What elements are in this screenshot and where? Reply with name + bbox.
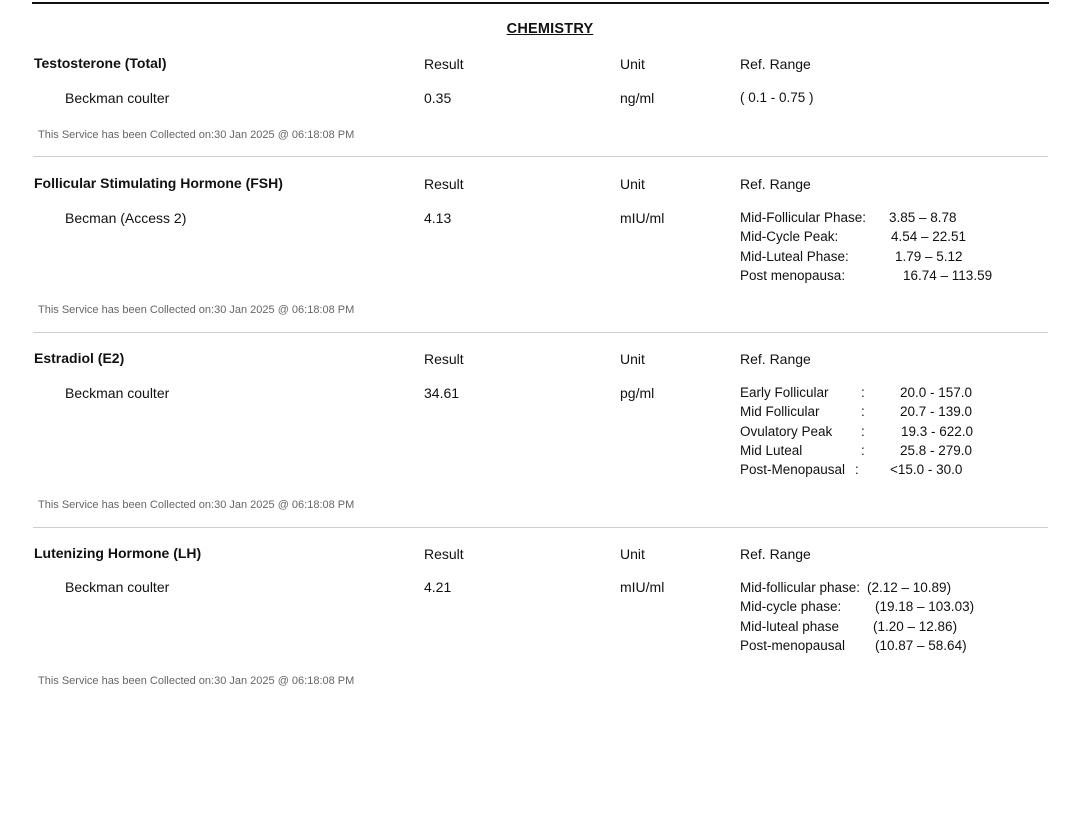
ref-range-row — [740, 424, 1040, 443]
ref-range-row — [740, 249, 1040, 268]
test-method: Becman (Access 2) — [65, 210, 187, 226]
col-ref-header: Ref. Range — [740, 56, 811, 72]
ref-range-table — [740, 580, 1040, 657]
test-name: Estradiol (E2) — [34, 350, 125, 366]
test-method: Beckman coulter — [65, 90, 170, 106]
ref-range-row — [740, 210, 1040, 229]
test-method: Beckman coulter — [65, 385, 170, 401]
ref-range-row — [740, 580, 1040, 599]
ref-range: ( 0.1 - 0.75 ) — [740, 90, 814, 105]
collected-note: This Service has been Collected on:30 Jan 2025 @ 06:18:08 PM — [38, 675, 355, 687]
ref-phase: Post menopausa: — [740, 267, 846, 283]
test-method: Beckman coulter — [65, 579, 170, 595]
ref-separator: : — [861, 385, 865, 400]
col-result-header: Result — [424, 56, 464, 72]
report-title: CHEMISTRY — [506, 21, 594, 37]
ref-range-value: (19.18 – 103.03) — [875, 599, 975, 615]
ref-range-value: (1.20 – 12.86) — [873, 618, 958, 634]
test-result-value: 4.13 — [424, 210, 452, 226]
top-rule — [32, 2, 1049, 4]
ref-range-value: <15.0 - 30.0 — [890, 462, 963, 478]
ref-range-row — [740, 443, 1040, 462]
ref-phase: Post-Menopausal — [740, 462, 846, 478]
test-result-value: 4.21 — [424, 579, 452, 595]
ref-range-table — [740, 210, 1040, 287]
col-ref-header: Ref. Range — [740, 351, 811, 367]
ref-separator: : — [855, 462, 859, 478]
ref-range-value: 16.74 – 113.59 — [903, 267, 993, 283]
ref-phase: Mid Luteal — [740, 442, 803, 458]
col-ref-header: Ref. Range — [740, 176, 811, 192]
ref-range-row — [740, 385, 1040, 404]
ref-phase: Mid-luteal phase — [740, 618, 840, 634]
ref-range-value: 19.3 - 622.0 — [901, 423, 974, 439]
col-result-header: Result — [424, 351, 464, 367]
ref-range-row — [740, 268, 1040, 287]
test-unit: ng/ml — [620, 90, 655, 106]
test-unit: mIU/ml — [620, 210, 665, 226]
section-divider — [33, 332, 1048, 333]
ref-range-value: 20.0 - 157.0 — [900, 385, 973, 400]
col-unit-header: Unit — [620, 351, 645, 367]
ref-separator: : — [861, 404, 865, 420]
ref-phase: Mid-follicular phase: — [740, 580, 861, 595]
col-unit-header: Unit — [620, 546, 645, 562]
test-name: Testosterone (Total) — [34, 55, 167, 71]
col-unit-header: Unit — [620, 56, 645, 72]
ref-range-row — [740, 462, 1040, 481]
test-name: Lutenizing Hormone (LH) — [34, 545, 202, 561]
ref-phase: Mid Follicular — [740, 404, 820, 420]
collected-note: This Service has been Collected on:30 Jan 2025 @ 06:18:08 PM — [38, 304, 355, 316]
ref-phase: Mid-Follicular Phase: — [740, 210, 867, 225]
ref-range-row — [740, 599, 1040, 618]
test-unit: pg/ml — [620, 385, 655, 401]
col-result-header: Result — [424, 176, 464, 192]
ref-range-value: (2.12 – 10.89) — [867, 580, 952, 595]
ref-range-value: 4.54 – 22.51 — [891, 229, 967, 245]
ref-range-value: 25.8 - 279.0 — [900, 442, 973, 458]
ref-range-value: 1.79 – 5.12 — [895, 248, 963, 264]
ref-separator: : — [861, 442, 865, 458]
section-divider — [33, 527, 1048, 528]
ref-range-value: (10.87 – 58.64) — [875, 637, 967, 653]
ref-range-row — [740, 638, 1040, 657]
test-unit: mIU/ml — [620, 579, 665, 595]
collected-note: This Service has been Collected on:30 Jan 2025 @ 06:18:08 PM — [38, 129, 355, 141]
section-divider — [33, 156, 1048, 157]
test-name: Follicular Stimulating Hormone (FSH) — [34, 175, 283, 191]
ref-phase: Mid-Luteal Phase: — [740, 248, 849, 264]
ref-phase: Post-menopausal — [740, 637, 846, 653]
ref-range-row — [740, 404, 1040, 423]
ref-range-row — [740, 229, 1040, 248]
col-ref-header: Ref. Range — [740, 546, 811, 562]
ref-phase: Mid-Cycle Peak: — [740, 229, 839, 245]
test-result-value: 0.35 — [424, 90, 452, 106]
collected-note: This Service has been Collected on:30 Jan 2025 @ 06:18:08 PM — [38, 499, 355, 511]
ref-phase: Ovulatory Peak — [740, 423, 833, 439]
ref-phase: Early Follicular — [740, 385, 829, 400]
test-result-value: 34.61 — [424, 385, 460, 401]
col-result-header: Result — [424, 546, 464, 562]
ref-separator: : — [861, 423, 865, 439]
ref-range-table — [740, 385, 1040, 481]
ref-range-row — [740, 619, 1040, 638]
col-unit-header: Unit — [620, 176, 645, 192]
ref-phase: Mid-cycle phase: — [740, 599, 842, 615]
ref-range-value: 20.7 - 139.0 — [900, 404, 973, 420]
ref-range-value: 3.85 – 8.78 — [889, 210, 957, 225]
